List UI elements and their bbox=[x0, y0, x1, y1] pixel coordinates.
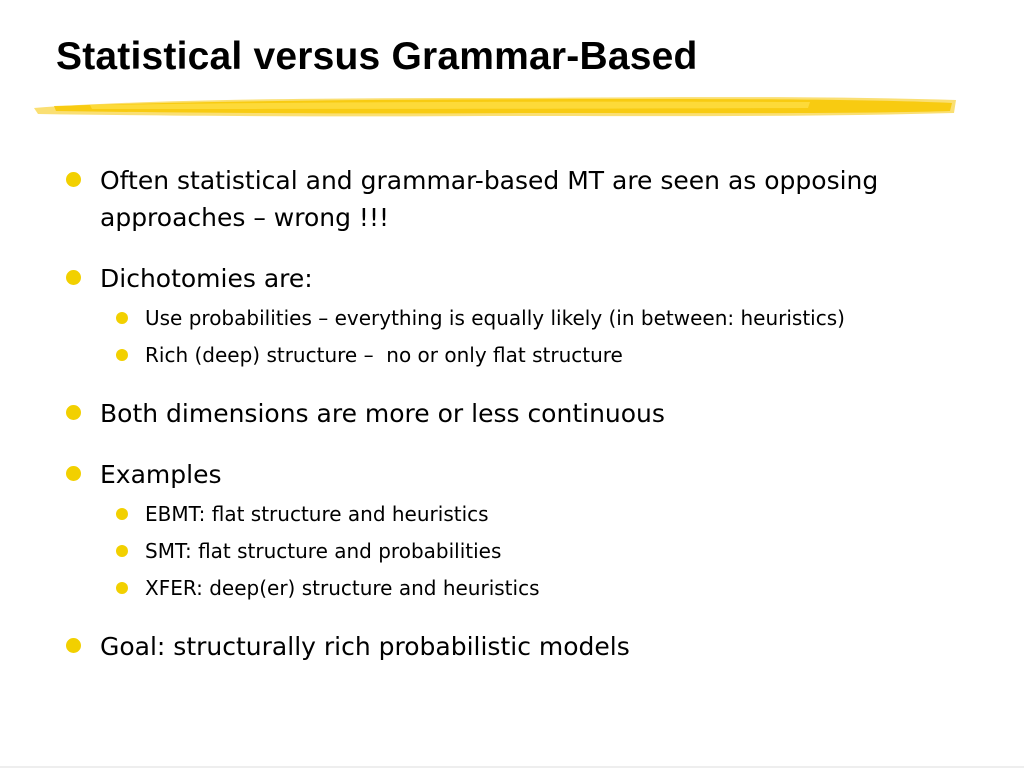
bullet-item bbox=[64, 456, 964, 493]
sub-bullet-text: SMT: flat structure and probabilities bbox=[145, 539, 502, 563]
sub-bullet-dot-icon bbox=[116, 545, 128, 557]
sub-bullet-text: Use probabilities – everything is equally likely (in between: heuristics) bbox=[145, 306, 845, 330]
bullet-dot-icon bbox=[66, 172, 81, 187]
bullet-item bbox=[64, 628, 964, 665]
sub-bullet-item bbox=[114, 537, 974, 565]
bullet-dot-icon bbox=[66, 270, 81, 285]
sub-bullet-text: XFER: deep(er) structure and heuristics bbox=[145, 576, 540, 600]
sub-bullet-text: Rich (deep) structure – no or only flat structure bbox=[145, 343, 623, 367]
sub-bullet-text: EBMT: flat structure and heuristics bbox=[145, 502, 489, 526]
sub-bullet-dot-icon bbox=[116, 312, 128, 324]
sub-bullet-item bbox=[114, 341, 974, 369]
bullet-item bbox=[64, 395, 964, 432]
bullet-dot-icon bbox=[66, 638, 81, 653]
sub-bullet-item bbox=[114, 304, 974, 332]
bullet-text: Often statistical and grammar-based MT are seen as opposing approaches – wrong !!! bbox=[100, 166, 887, 232]
bullet-text: Examples bbox=[100, 460, 222, 489]
bullet-text: Both dimensions are more or less continuous bbox=[100, 399, 665, 428]
title-underline-brushstroke bbox=[30, 86, 960, 126]
sub-bullet-item bbox=[114, 574, 974, 602]
bullet-item bbox=[64, 162, 964, 236]
sub-bullet-dot-icon bbox=[116, 508, 128, 520]
bullet-text: Dichotomies are: bbox=[100, 264, 313, 293]
sub-bullet-item bbox=[114, 500, 974, 528]
sub-bullet-dot-icon bbox=[116, 349, 128, 361]
slide-title: Statistical versus Grammar-Based bbox=[56, 35, 698, 78]
bullet-text: Goal: structurally rich probabilistic models bbox=[100, 632, 630, 661]
bullet-dot-icon bbox=[66, 466, 81, 481]
sub-bullet-dot-icon bbox=[116, 582, 128, 594]
bullet-dot-icon bbox=[66, 405, 81, 420]
bullet-item bbox=[64, 260, 964, 297]
